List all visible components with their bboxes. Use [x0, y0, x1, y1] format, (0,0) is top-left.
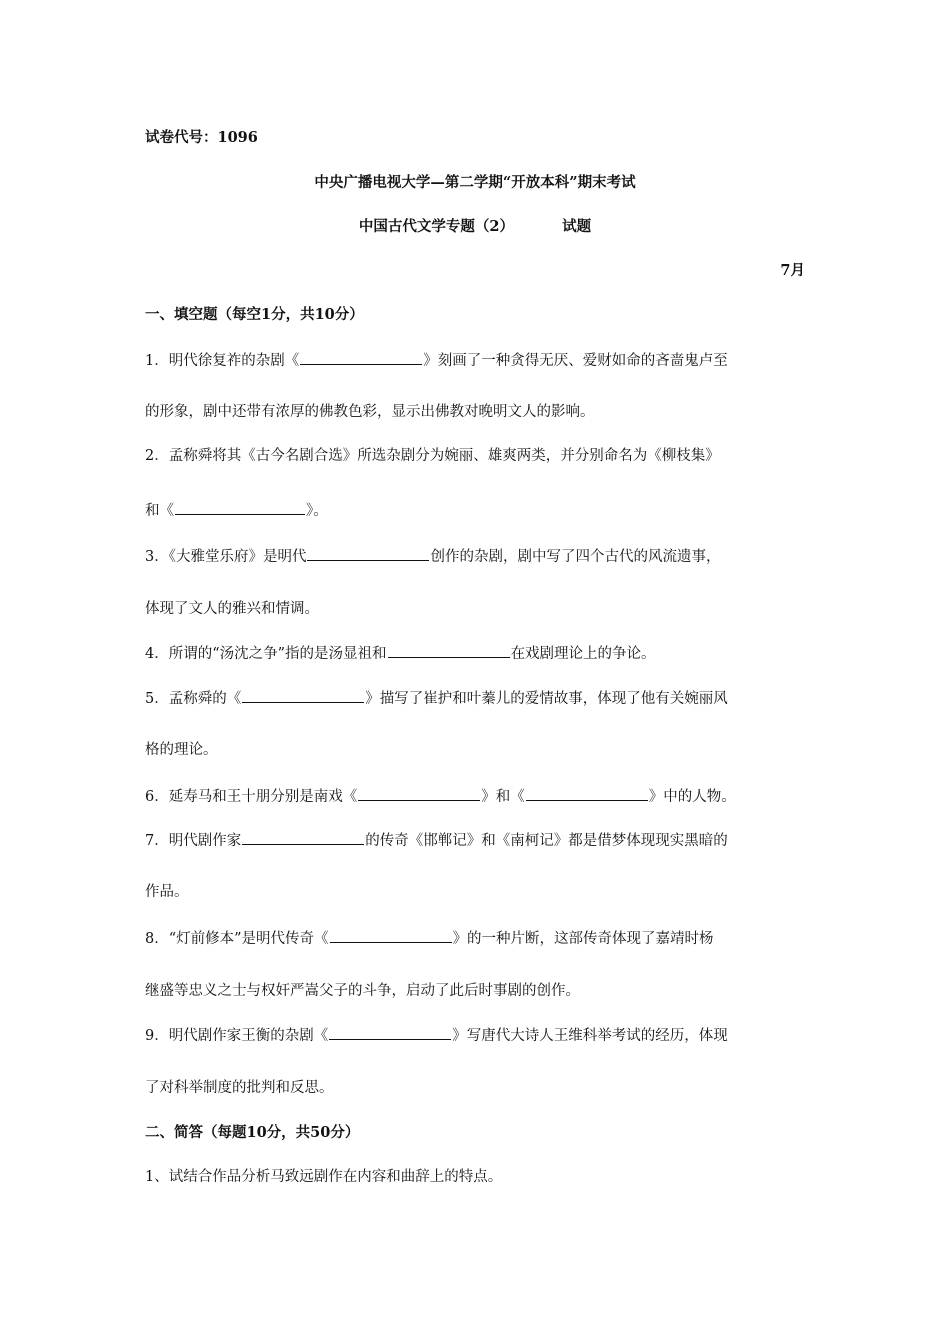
- q1-blank[interactable]: [300, 350, 422, 365]
- q6-text-mid: 》和《: [481, 789, 525, 805]
- question-5-line1: [145, 688, 728, 709]
- exam-date: 7月: [780, 262, 805, 279]
- q5-blank[interactable]: [242, 688, 364, 703]
- q3-blank[interactable]: [307, 546, 429, 561]
- course-name: 中国古代文学专题（2）: [358, 218, 514, 235]
- q9-blank[interactable]: [329, 1025, 451, 1040]
- question-1-line1: [145, 350, 728, 371]
- q6-text-pre: 6．延寿马和王十朋分别是南戏《: [145, 789, 358, 805]
- section1-heading: 一、填空题（每空1分，共10分）: [145, 306, 364, 323]
- question-3-line1: [145, 546, 720, 567]
- question-3-line2: 体现了文人的雅兴和情调。: [145, 601, 319, 617]
- question-9-line1: [145, 1025, 728, 1046]
- q1-text-post: 》刻画了一种贪得无厌、爱财如命的吝啬鬼卢至: [423, 353, 728, 369]
- q8-text-pre: 8．“灯前修本”是明代传奇《: [145, 931, 329, 947]
- section2-heading: 二、简答（每题10分，共50分）: [145, 1124, 360, 1141]
- q6-blank-1[interactable]: [358, 786, 480, 801]
- exam-subtitle: [0, 217, 950, 237]
- question-5-line2: 格的理论。: [145, 742, 218, 758]
- q6-text-post: 》中的人物。: [648, 789, 736, 805]
- paper-code: 试卷代号：1096: [145, 129, 258, 146]
- q9-text-post: 》写唐代大诗人王维科举考试的经历，体现: [452, 1028, 728, 1044]
- q4-blank[interactable]: [388, 643, 510, 658]
- short-answer-question-1: 1、试结合作品分析马致远剧作在内容和曲辞上的特点。: [145, 1169, 503, 1185]
- q5-text-post: 》描写了崔护和叶蓁儿的爱情故事，体现了他有关婉丽风: [365, 691, 728, 707]
- q4-text-pre: 4．所谓的“汤沈之争”指的是汤显祖和: [145, 646, 387, 662]
- question-1-line2: 的形象，剧中还带有浓厚的佛教色彩，显示出佛教对晚明文人的影响。: [145, 404, 595, 420]
- question-7-line1: [145, 830, 728, 851]
- q6-blank-2[interactable]: [526, 786, 648, 801]
- question-9-line2: 了对科举制度的批判和反思。: [145, 1080, 334, 1096]
- q8-text-post: 》的一种片断，这部传奇体现了嘉靖时杨: [452, 931, 714, 947]
- q7-text-post: 的传奇《邯郸记》和《南柯记》都是借梦体现现实黑暗的: [365, 833, 728, 849]
- q5-text-pre: 5．孟称舜的《: [145, 691, 242, 707]
- question-4: [145, 643, 656, 664]
- question-7-line2: 作品。: [145, 884, 189, 900]
- q8-blank[interactable]: [330, 928, 452, 943]
- q7-text-pre: 7．明代剧作家: [145, 833, 242, 849]
- q1-text-pre: 1．明代徐复祚的杂剧《: [145, 353, 300, 369]
- q4-text-post: 在戏剧理论上的争论。: [510, 646, 656, 662]
- q9-text-pre: 9．明代剧作家王衡的杂剧《: [145, 1028, 329, 1044]
- paper-type: 试题: [562, 218, 592, 235]
- q2-text-pre: 和《: [145, 503, 174, 519]
- question-2-line2: [145, 500, 328, 521]
- q2-blank[interactable]: [175, 500, 305, 515]
- q2-text-post: 》。: [306, 503, 328, 519]
- question-8-line1: [145, 928, 714, 949]
- q3-text-post: 创作的杂剧，剧中写了四个古代的风流遗事，: [430, 549, 721, 565]
- question-2-line1: 2．孟称舜将其《古今名剧合选》所选杂剧分为婉丽、雄爽两类，并分别命名为《柳枝集》: [145, 448, 720, 464]
- question-8-line2: 继盛等忠义之士与权奸严嵩父子的斗争，启动了此后时事剧的创作。: [145, 983, 580, 999]
- q3-text-pre: 3．《大雅堂乐府》是明代: [145, 549, 307, 565]
- question-6: [145, 786, 736, 807]
- q7-blank[interactable]: [242, 830, 364, 845]
- exam-title: 中央广播电视大学—第二学期“开放本科”期末考试: [314, 174, 636, 191]
